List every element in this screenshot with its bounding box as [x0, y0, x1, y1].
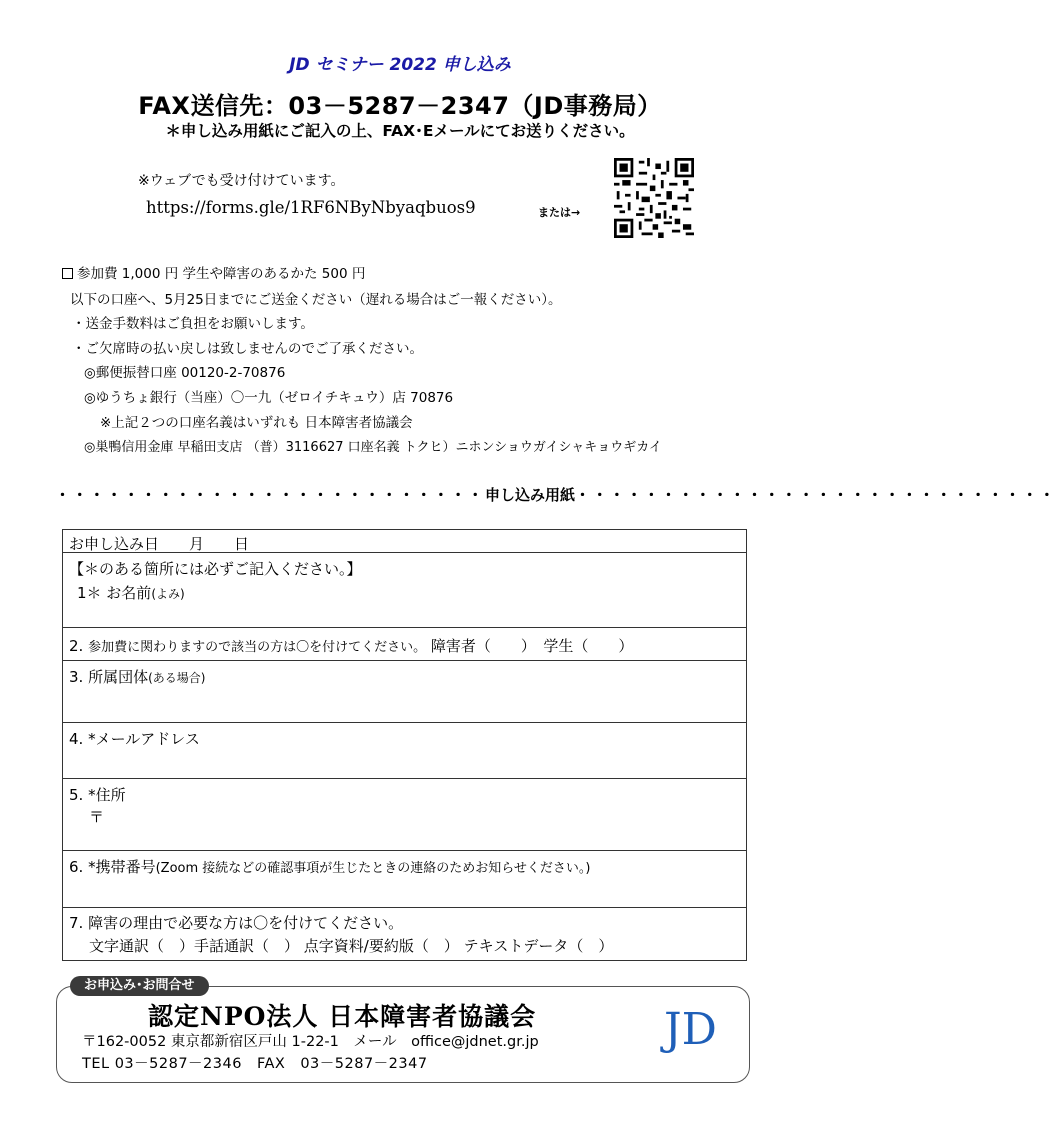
form-divider — [55, 484, 1057, 505]
sugamo-account: ◎巣鴨信用金庫 早稲田支店 （普）3116627 口座名義 トクヒ）ニホンショウガイシャキョウギカイ — [84, 440, 662, 455]
mobile-field — [69, 856, 590, 877]
web-form-link[interactable]: https://forms.gle/1RF6NByNbyaqbuos9 — [146, 198, 476, 217]
required-notice: 【＊のある箇所には必ずご記入ください。】 — [69, 560, 362, 578]
or-label: または→ — [538, 206, 581, 219]
name-field — [77, 582, 185, 603]
mobile-hint: (Zoom 接続などの確認事項が生じたときの連絡のためお知らせください。) — [155, 861, 591, 876]
address-label: 5. *住所 — [69, 786, 126, 804]
postal-mark: 〒 — [89, 808, 105, 826]
form-title: JD セミナー 2022 申し込み — [289, 55, 511, 75]
interpretation-options[interactable]: 文字通訳（ ）手話通訳（ ） — [89, 937, 300, 955]
qr-code-icon[interactable] — [614, 158, 694, 238]
accommodation-options[interactable] — [89, 935, 613, 956]
accommodation-label: 7. 障害の理由で必要な方は〇を付けてください。 — [69, 914, 404, 932]
address-row[interactable] — [63, 779, 746, 851]
email-label: 4. *メールアドレス — [69, 730, 200, 748]
organization-address: 〒162-0052 東京都新宿区戸山 1-22-1 メール office@jdnet.gr.jp — [82, 1034, 539, 1050]
organization-field — [69, 666, 205, 687]
accommodation-row[interactable] — [63, 908, 746, 960]
braille-option[interactable]: 点字資料/要約版（ ） — [303, 937, 459, 955]
organization-hint: (ある場合) — [148, 671, 206, 685]
name-label: 1＊ お名前 — [77, 584, 152, 602]
email-row[interactable] — [63, 723, 746, 779]
organization-row[interactable] — [63, 661, 746, 723]
divider-dots-right: ・・・・・・・・・・・・・・・・・・・・・・・・・・・・ — [575, 486, 1057, 504]
account-holder-note: ※上記２つの口座名義はいずれも 日本障害者協議会 — [100, 415, 413, 431]
jd-logo: JD — [664, 1004, 717, 1055]
mobile-row[interactable] — [63, 851, 746, 908]
q2-text: 参加費に関わりますので該当の方は〇を付けてください。 — [88, 640, 427, 655]
organization-label: 3. 所属団体 — [69, 668, 149, 686]
mobile-label: 6. *携帯番号 — [69, 858, 156, 876]
organization-phone: TEL 03－5287－2346 FAX 03－5287－2347 — [82, 1056, 428, 1072]
divider-label: 申し込み用紙 — [485, 486, 576, 504]
fee-line-1: 参加費 1,000 円 学生や障害のあるかた 500 円 — [77, 266, 366, 282]
text-data-option[interactable]: テキストデータ（ ） — [463, 937, 614, 955]
date-label: お申し込み日 月 日 — [69, 535, 250, 553]
contact-tab: お申込み･お問合せ — [70, 976, 209, 996]
fee-line-4: ・ご欠席時の払い戻しは致しませんのでご了承ください。 — [72, 341, 423, 357]
fax-destination: FAX送信先：03－5287－2347（JD事務局） — [138, 92, 662, 120]
date-row[interactable] — [63, 530, 746, 553]
web-note: ※ウェブでも受け付けています。 — [138, 173, 345, 189]
divider-dots-left: ・・・・・・・・・・・・・・・・・・・・・・・・・ — [55, 486, 486, 504]
application-form — [62, 529, 747, 961]
name-hint: (よみ) — [151, 587, 185, 601]
q2-number: 2. — [69, 637, 84, 655]
name-row[interactable] — [63, 553, 746, 628]
q2-field — [69, 635, 633, 656]
yucho-account: ◎ゆうちょ銀行（当座）〇一九（ゼロイチキュウ）店 70876 — [84, 390, 454, 406]
submission-instruction: ＊申し込み用紙にご記入の上、FAX･Eメールにてお送りください。 — [165, 122, 635, 140]
fee-line-3: ・送金手数料はご負担をお願いします。 — [72, 316, 314, 332]
q2-row[interactable] — [63, 628, 746, 661]
checkbox-icon[interactable] — [62, 268, 73, 279]
fee-line-2: 以下の口座へ、5月25日までにご送金ください（遅れる場合はご一報ください）。 — [70, 292, 562, 308]
q2-options[interactable]: 障害者（ ） 学生（ ） — [430, 637, 634, 655]
organization-name: 認定NPO法人 日本障害者協議会 — [148, 1002, 537, 1031]
postal-account: ◎郵便振替口座 00120-2-70876 — [84, 365, 286, 381]
